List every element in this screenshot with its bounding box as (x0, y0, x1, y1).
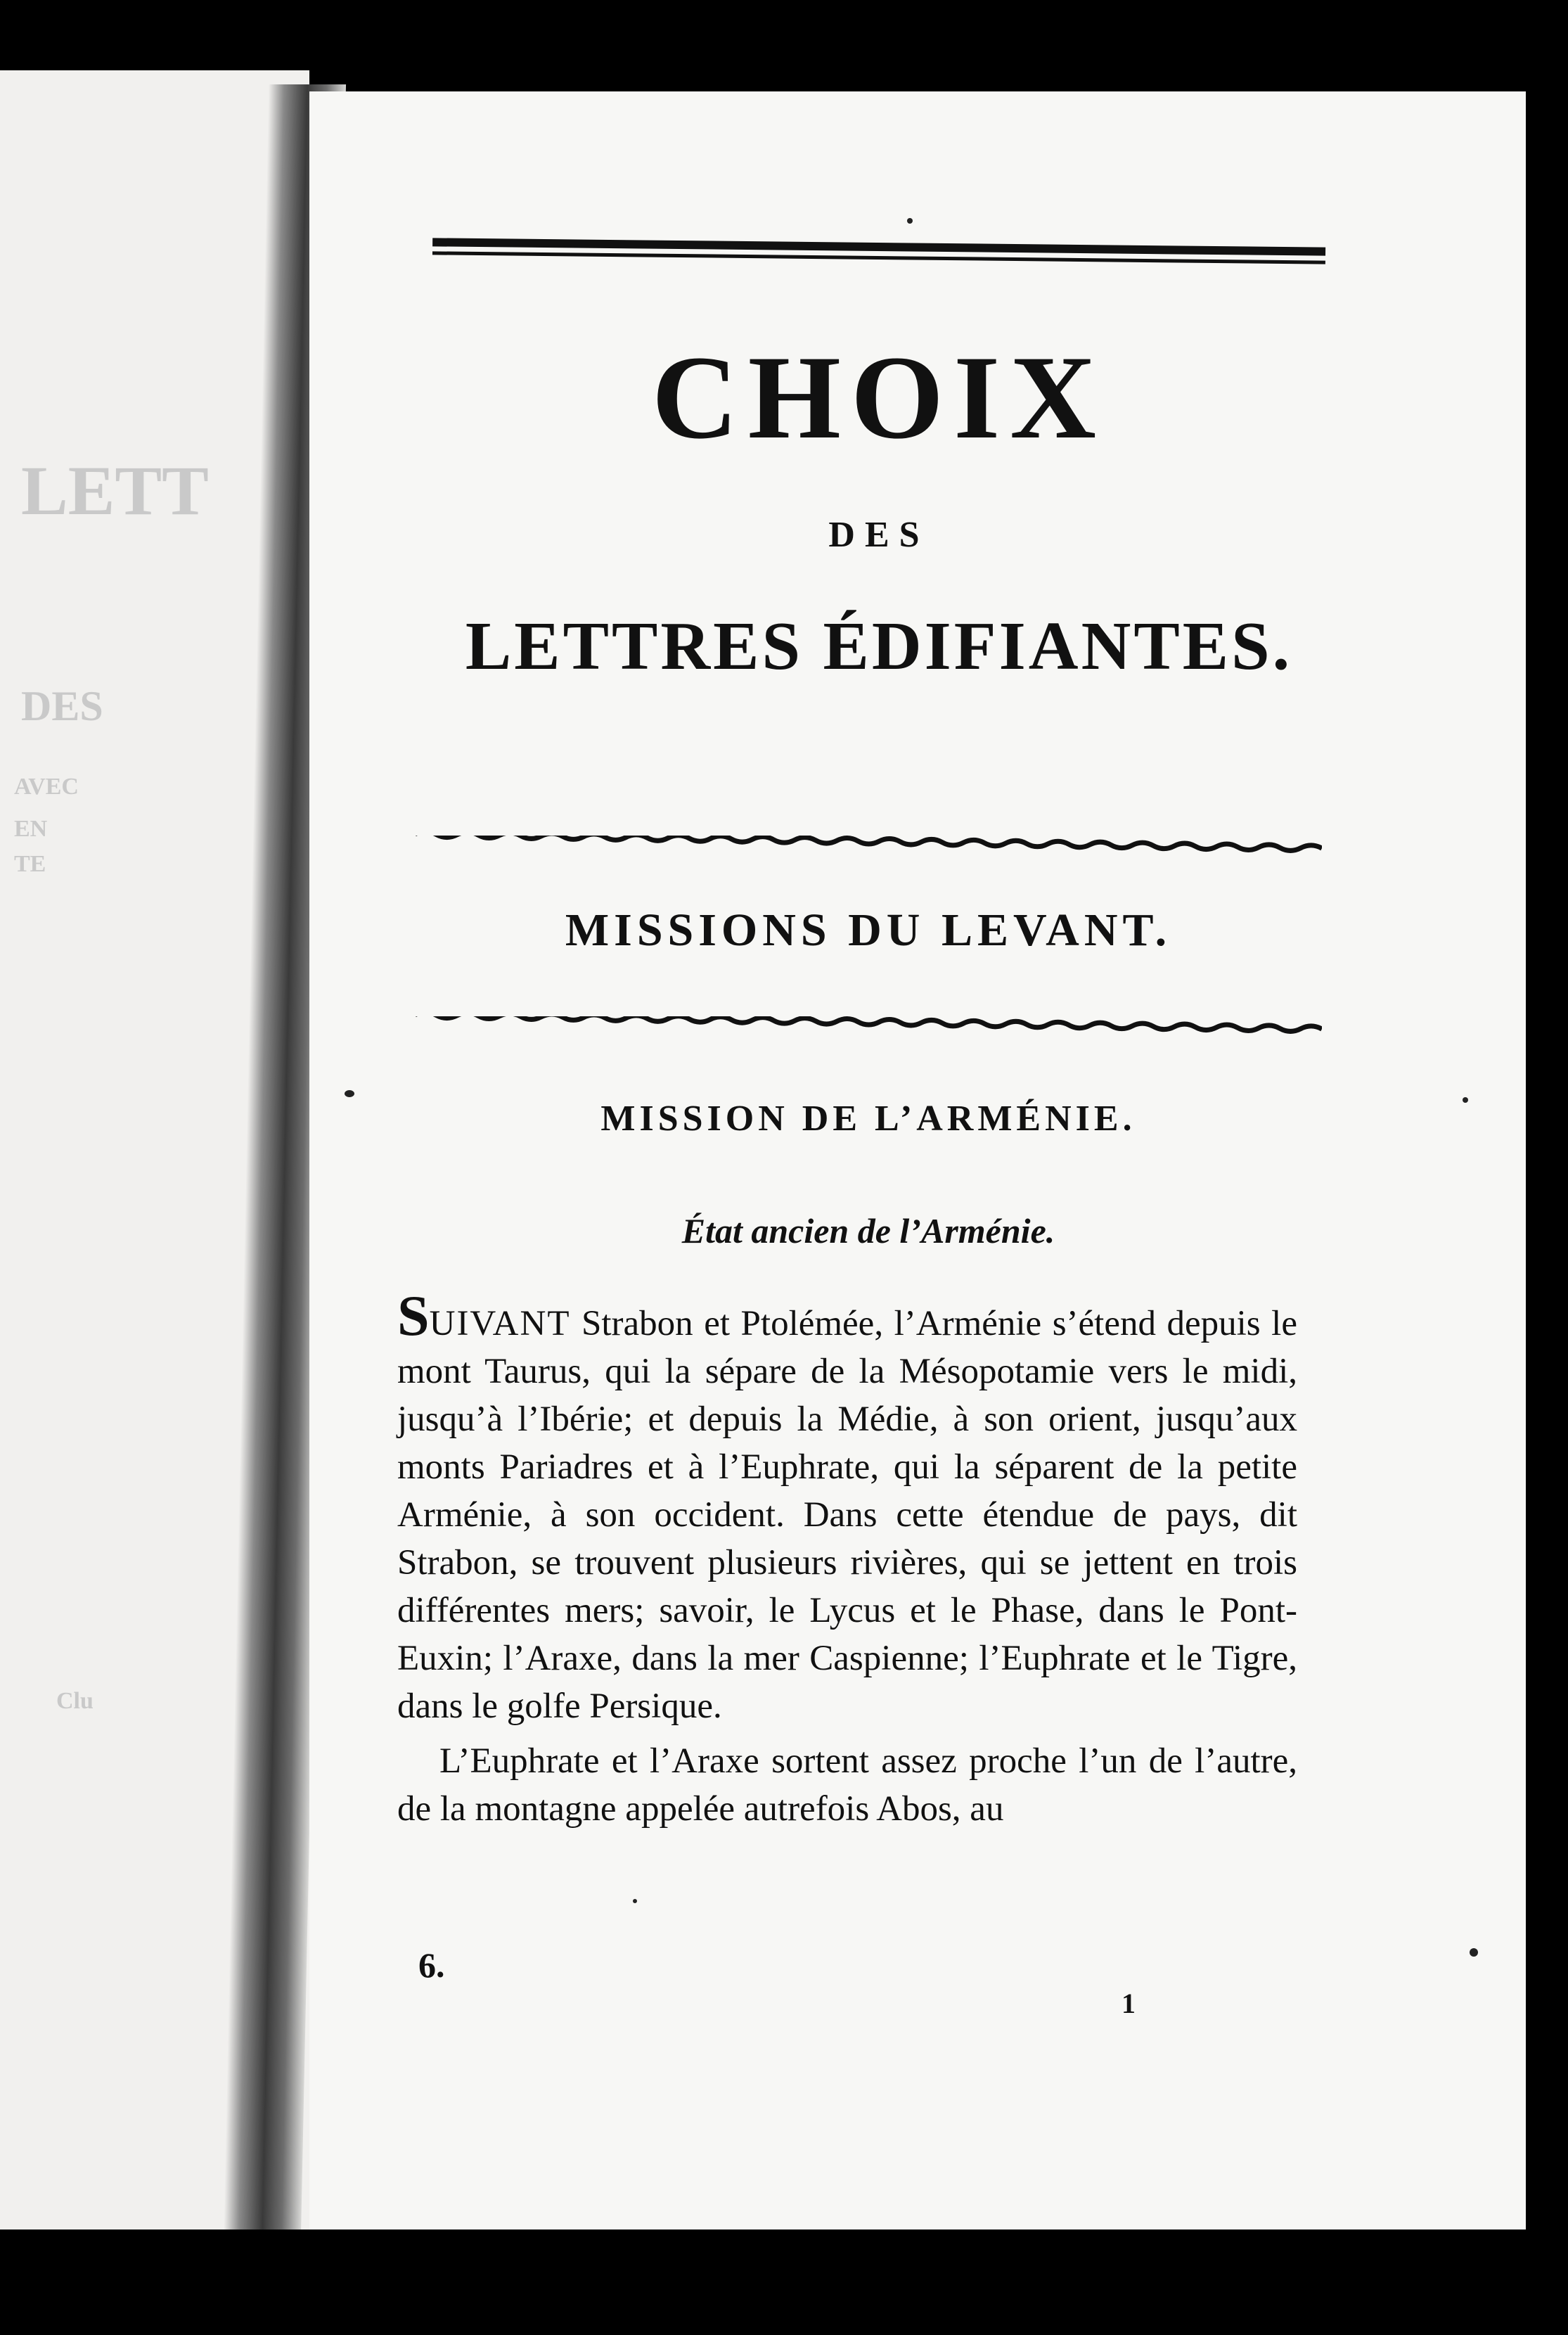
body-text (397, 1284, 1297, 1833)
speck (345, 1090, 354, 1097)
speck (907, 218, 913, 224)
folio-number: 1 (1122, 1988, 1136, 2019)
speck (1463, 1097, 1468, 1103)
speck (1470, 1948, 1478, 1957)
ghost-text: AVEC (14, 774, 79, 800)
ornamental-rule (415, 836, 1322, 857)
ghost-text: LETT (21, 452, 209, 530)
paragraph-text: Strabon et Ptolémée, l’Arménie s’étend depuis le mont Taurus, qui la sépare de la Mésopotamie vers le midi, jusqu’à l’Ibérie; et depuis la Médie, à son orient, jusqu’aux monts Pariadres et à l’Euphrate, qui la séparent de la petite Arménie, à son occident. Dans cette étendue de pays, dit Strabon, se trouvent plusieurs rivières, qui se jettent en trois différentes mers; savoir, le Lycus et le Phase, dans le Pont-Euxin; l’Araxe, dans la mer Caspienne; l’Euphrate et le Tigre, dans le golfe Persique. (397, 1304, 1297, 1726)
paragraph (397, 1284, 1297, 1730)
scan-right-border (1526, 0, 1568, 2335)
drop-cap: S (397, 1284, 430, 1348)
ghost-text: Clu (56, 1688, 94, 1714)
ornamental-rule (415, 1016, 1322, 1037)
section-title: MISSION DE L’ARMÉNIE. (600, 1099, 1136, 1139)
title-des: DES (828, 515, 930, 555)
double-rule (432, 238, 1325, 271)
ghost-text: TE (14, 851, 46, 877)
title-choix: CHOIX (651, 331, 1107, 463)
signature-mark: 6. (418, 1945, 445, 1985)
ghost-text: EN (14, 816, 48, 842)
ghost-text: DES (21, 683, 103, 729)
paragraph: L’Euphrate et l’Araxe sortent assez proche l’un de l’autre, de la montagne appelée autrefois Abos, au (397, 1741, 1297, 1829)
scan-top-border (0, 0, 1568, 77)
book-page (309, 91, 1526, 2230)
speck (633, 1899, 637, 1903)
section-subtitle: État ancien de l’Arménie. (681, 1211, 1055, 1250)
scan-bottom-border (0, 2230, 1568, 2335)
opening-word: UIVANT (429, 1304, 571, 1343)
title-lettres-edifiantes: LETTRES ÉDIFIANTES. (465, 608, 1293, 684)
subtitle-missions: MISSIONS DU LEVANT. (565, 904, 1172, 956)
